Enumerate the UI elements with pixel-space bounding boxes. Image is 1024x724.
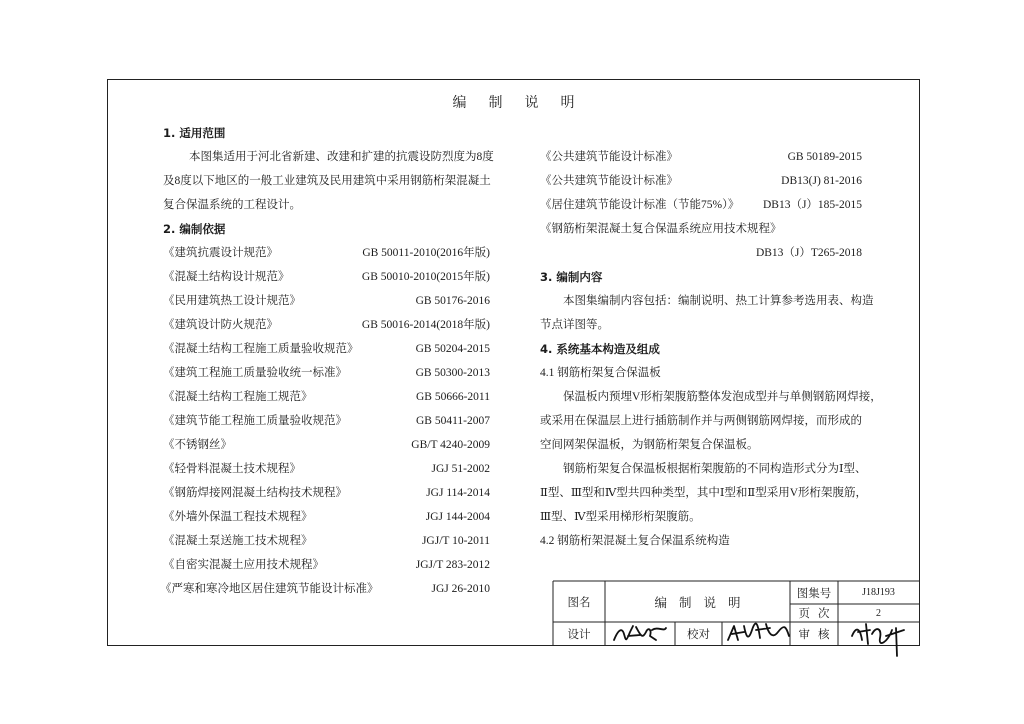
check-label: 校对 — [687, 628, 710, 641]
page-number-label: 页次 — [798, 608, 838, 620]
atlas-number-label: 图集号 — [796, 587, 832, 600]
standard-code: GB 50010-2010(2015年版) — [361, 271, 490, 283]
standard-code: GB 50176-2016 — [415, 295, 490, 307]
atlas-number: J18J193 — [862, 587, 895, 598]
page-title: 编制说明 — [452, 96, 597, 111]
standard-code: JGJ/T 10-2011 — [421, 535, 490, 547]
standard-row — [163, 409, 490, 433]
standard-name: 《公共建筑节能设计标准》 — [540, 151, 678, 163]
standard-row — [540, 145, 862, 169]
standard-code: JGJ 51-2002 — [431, 463, 490, 475]
scope-text-line: 本图集适用于河北省新建、改建和扩建的抗震设防烈度为8度 — [189, 151, 494, 163]
content-text-line: 本图集编制内容包括：编制说明、热工计算参考选用表、构造 — [563, 295, 874, 307]
standard-row — [163, 505, 490, 529]
standard-code-row — [540, 241, 862, 265]
standard-code: DB13（J）185-2015 — [762, 199, 862, 211]
standard-name: 《居住建筑节能设计标准（节能75%）》 — [540, 199, 740, 211]
system-text-line: 空间网架保温板，为钢筋桁架复合保温板。 — [540, 439, 759, 451]
standard-name: 《自密实混凝土应用技术规程》 — [163, 559, 324, 571]
standard-code: JGJ 26-2010 — [431, 583, 490, 595]
standard-row — [163, 385, 490, 409]
system-text-line: Ⅲ型、Ⅳ型采用梯形桁架腹筋。 — [540, 511, 701, 523]
standard-code: JGJ 144-2004 — [425, 511, 490, 523]
standard-code: GB 50189-2015 — [787, 151, 862, 163]
standard-code: GB 50666-2011 — [415, 391, 490, 403]
standard-name: 《不锈钢丝》 — [163, 439, 232, 451]
standard-name: 《外墙外保温工程技术规程》 — [163, 511, 313, 523]
subsection-4-2-heading: 4.2 钢筋桁架混凝土复合保温系统构造 — [540, 535, 730, 547]
standard-row — [163, 289, 490, 313]
standard-row — [540, 217, 862, 241]
standard-code: JGJ/T 283-2012 — [415, 559, 490, 571]
standard-name: 《轻骨料混凝土技术规程》 — [163, 463, 301, 475]
scope-text-line: 及8度以下地区的一般工业建筑及民用建筑中采用钢筋桁架混凝土 — [163, 175, 491, 187]
standard-code: JGJ 114-2014 — [426, 487, 490, 499]
system-text-line: 或采用在保温层上进行插筋制作并与两侧钢筋网焊接，而形成的 — [540, 415, 862, 427]
standard-row — [163, 361, 490, 385]
system-text-line: 保温板内预埋V形桁架腹筋整体发泡成型并与单侧钢筋网焊接， — [563, 391, 882, 403]
standard-row — [163, 265, 490, 289]
standard-row — [160, 577, 490, 601]
standard-code: GB 50011-2010(2016年版) — [362, 247, 490, 259]
section-3-heading: 3. 编制内容 — [540, 270, 603, 284]
review-label: 审核 — [798, 628, 838, 641]
section-4-heading: 4. 系统基本构造及组成 — [540, 342, 660, 356]
standard-row — [163, 313, 490, 337]
standard-code: GB 50016-2014(2018年版) — [361, 319, 490, 331]
design-label: 设计 — [567, 628, 591, 641]
standard-name: 《严寒和寒冷地区居住建筑节能设计标准》 — [160, 583, 379, 595]
standard-code: DB13（J）T265-2018 — [755, 247, 862, 259]
standard-row — [163, 337, 490, 361]
standard-name: 《混凝土结构设计规范》 — [163, 271, 290, 283]
standard-code: GB 50411-2007 — [415, 415, 490, 427]
standard-name: 《建筑设计防火规范》 — [163, 319, 278, 331]
standard-name: 《钢筋焊接网混凝土结构技术规程》 — [163, 487, 347, 499]
system-text-line: Ⅱ型、Ⅲ型和Ⅳ型共四种类型，其中Ⅰ型和Ⅱ型采用V形桁架腹筋， — [540, 487, 868, 499]
standard-code: GB/T 4240-2009 — [411, 439, 490, 451]
standard-name: 《公共建筑节能设计标准》 — [540, 175, 678, 187]
standard-code: DB13(J) 81-2016 — [781, 175, 862, 187]
section-1-heading: 1. 适用范围 — [163, 126, 226, 140]
standard-name: 《建筑节能工程施工质量验收规范》 — [163, 415, 347, 427]
right-column — [540, 145, 882, 553]
standard-row — [163, 481, 490, 505]
drawing-name-label: 图名 — [567, 596, 591, 609]
standard-name: 《建筑工程施工质量验收统一标准》 — [163, 367, 347, 379]
left-column — [160, 121, 494, 601]
standard-row — [540, 193, 862, 217]
standard-code: GB 50204-2015 — [415, 343, 490, 355]
standard-name: 《混凝土泵送施工技术规程》 — [163, 535, 313, 547]
standard-name: 《民用建筑热工设计规范》 — [163, 295, 301, 307]
standard-name: 《建筑抗震设计规范》 — [163, 247, 278, 259]
scope-text-line: 复合保温系统的工程设计。 — [163, 199, 301, 211]
section-2-heading: 2. 编制依据 — [163, 222, 226, 236]
standard-row — [540, 169, 862, 193]
standard-code: GB 50300-2013 — [415, 367, 490, 379]
standard-row — [163, 241, 490, 265]
standard-row — [163, 553, 490, 577]
content-text-line: 节点详图等。 — [540, 319, 609, 331]
subsection-4-1-heading: 4.1 钢筋桁架复合保温板 — [540, 367, 661, 379]
page-number: 2 — [876, 607, 881, 619]
system-text-line: 钢筋桁架复合保温板根据桁架腹筋的不同构造形式分为Ⅰ型、 — [563, 463, 867, 475]
standard-name: 《混凝土结构工程施工质量验收规范》 — [163, 343, 359, 355]
standard-name: 《混凝土结构工程施工规范》 — [163, 391, 313, 403]
drawing-name: 编制说明 — [654, 595, 753, 610]
standard-row — [163, 529, 490, 553]
standard-row — [163, 433, 490, 457]
standard-row — [163, 457, 490, 481]
standard-name: 《钢筋桁架混凝土复合保温系统应用技术规程》 — [540, 223, 782, 235]
